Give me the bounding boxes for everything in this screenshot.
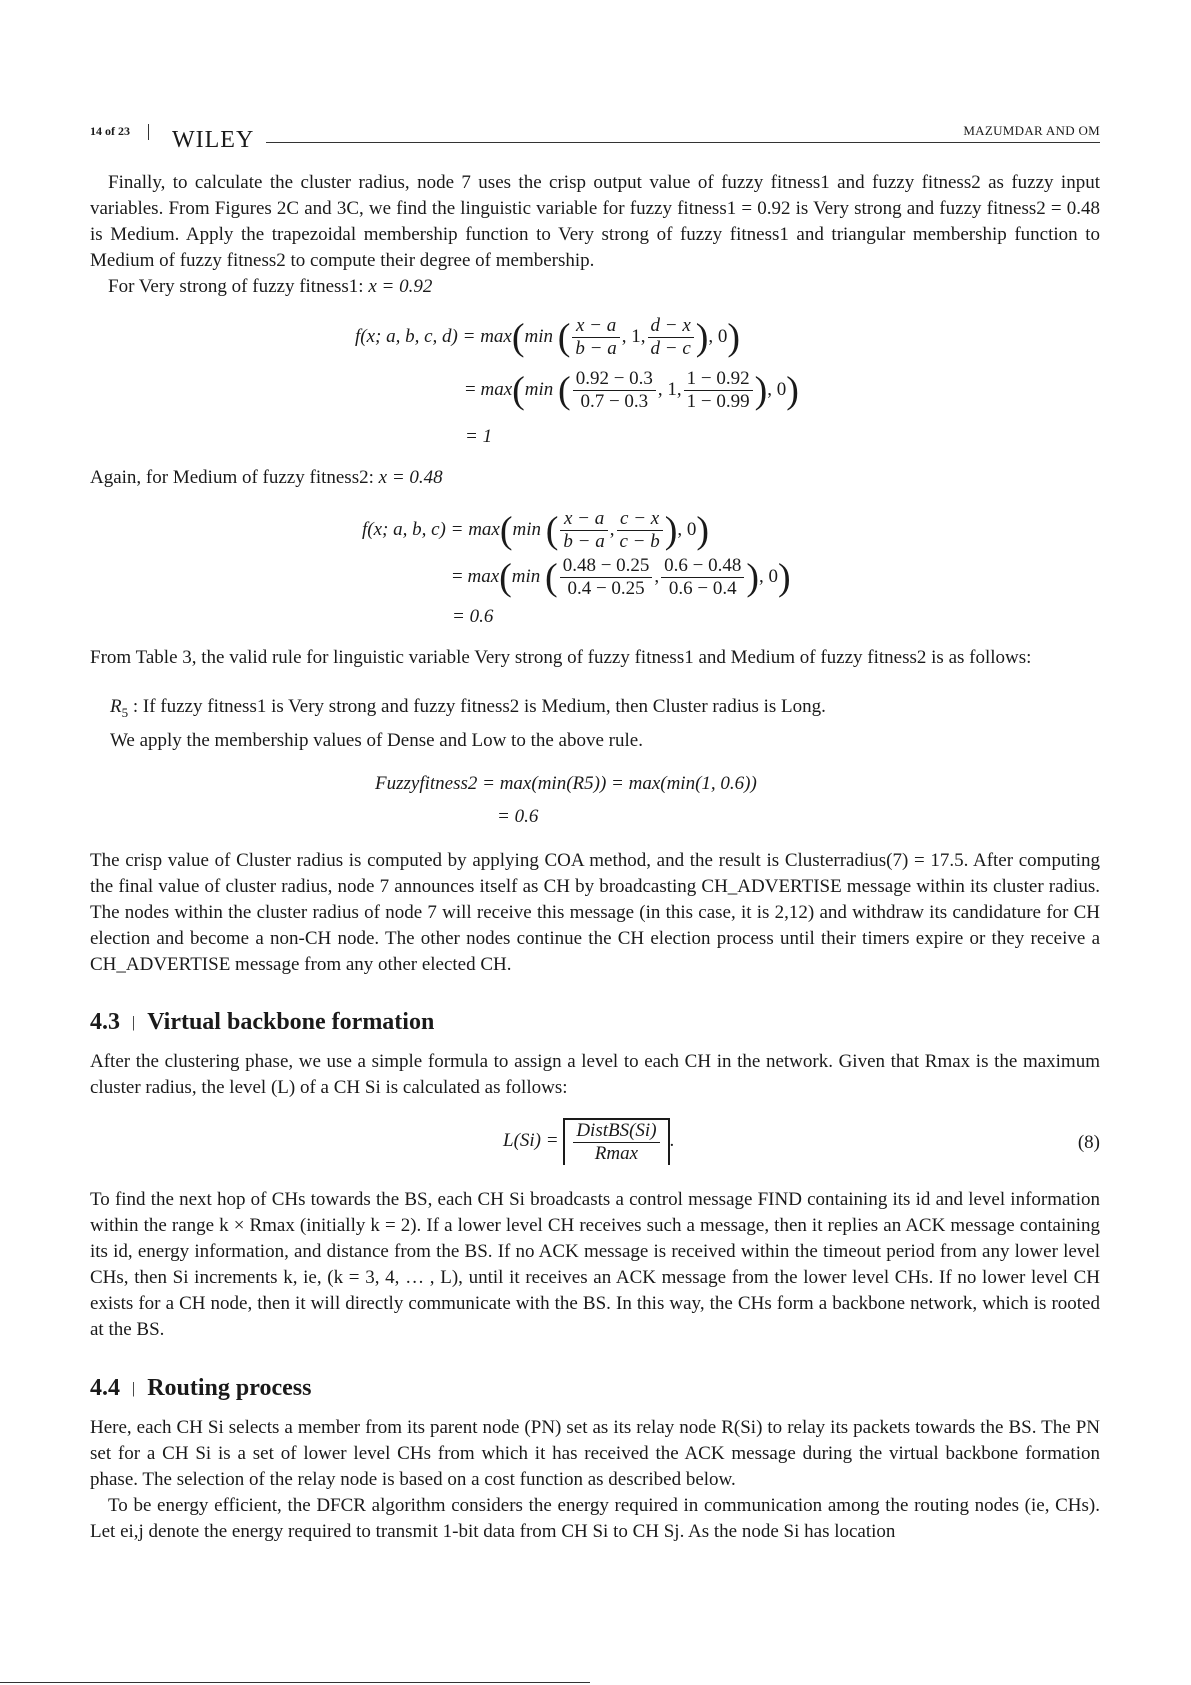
triangular-result: = 0.6	[452, 606, 494, 627]
journal-logo: WILEY	[172, 127, 255, 153]
fraction: $\frac{x - a}{b - a}$	[572, 315, 619, 360]
table3-paragraph: From Table 3, the valid rule for linguistic variable Very strong of fuzzy fitness1 and Medium of fuzzy fitness2 is as follows:	[90, 647, 1032, 668]
fraction: $\frac{c - x}{c - b}$	[617, 508, 663, 553]
paragraph-text: Finally, to calculate the cluster radius, node 7 uses the crisp output value of fuzzy fitness1 and fuzzy fitness2 as fuzzy input variables. From Figures 2C and 3C, we find the linguistic variable for fuzzy fitness1 = 0.92 is Very strong and fuzzy fitness2 = 0.48 is Medium. Apply the trapezoidal membership function to Very strong of fuzzy fitness1 and triangular membership function to Medium of fuzzy fitness2 to compute their degree of membership.	[90, 172, 1100, 271]
section-heading-4-4: 4.4 | Routing process	[90, 1375, 312, 1401]
page-header	[90, 124, 1100, 152]
triangular-equation-line2: = max(min ( $\frac{0.48 - 0.25}{0.4 - 0.25}$ , $\frac{0.6 - 0.48}{0.6 - 0.4}$ ), 0)	[452, 555, 791, 599]
fraction: $\frac{x - a}{b - a}$	[560, 508, 607, 553]
medium-intro	[90, 465, 1100, 491]
section-heading-4-3: 4.3 | Virtual backbone formation	[90, 1009, 435, 1035]
rule-r5: $R_5$ : If fuzzy fitness1 is Very strong and fuzzy fitness2 is Medium, then Cluster radius is Long.	[110, 696, 826, 720]
fraction: $\frac{d - x}{d - c}$	[648, 315, 694, 360]
footer-rule	[0, 1682, 590, 1683]
equation-lhs: f(x; a, b, c, d) =	[355, 325, 476, 347]
fuzzy-fitness2-result: = 0.6	[497, 806, 539, 827]
paragraph-cluster-radius	[90, 170, 1100, 300]
equation-lhs: f(x; a, b, c) =	[362, 518, 464, 540]
inline-equation: x = 0.92	[368, 276, 433, 297]
running-authors: MAZUMDAR AND OM	[963, 123, 1100, 138]
page-number: 14 of 23	[90, 124, 130, 138]
trapezoid-result: = 1	[465, 426, 493, 447]
min-op: min	[524, 325, 554, 347]
level-paragraph: After the clustering phase, we use a simple formula to assign a level to each CH in the network. Given that Rmax is the maximum cluster radius, the level (L) of a CH Si is calculated as follows:	[90, 1051, 1100, 1098]
equation-number: (8)	[1077, 1132, 1100, 1153]
intro-text: Again, for Medium of fuzzy fitness2:	[90, 467, 374, 488]
triangular-equation-line1: f(x; a, b, c) = max(min ( $\frac{x - a}{b - a}$ , $\frac{c - x}{c - b}$ ), 0)	[362, 508, 710, 552]
trapezoid-equation-line1: f(x; a, b, c, d) = max(min ( $\frac{x - a}{b - a}$ , 1, $\frac{d - x}{d - c}$ ), 0)	[355, 315, 741, 359]
routing-paragraph: Here, each CH Si selects a member from its parent node (PN) set as its relay node R(Si) to relay its packets towards the BS. The PN set for a CH Si is a set of lower level CHs from which it has received the ACK message during the virtual backbone formation phase. The selection of the relay node is based on a cost function as described below. To be energy efficient, the DFCR algorithm considers the energy required in communication among the routing nodes (ie, CHs). Let ei,j denote the energy required to transmit 1-bit data from CH Si to CH Sj. As the node Si has location	[90, 1417, 1100, 1542]
max-op: max	[480, 325, 512, 347]
header-divider	[148, 124, 149, 140]
ceiling-brackets: $\frac{\text{DistBS(Si)}}{Rmax}$	[563, 1118, 669, 1165]
header-rule	[266, 142, 1100, 143]
next-hop-paragraph: To find the next hop of CHs towards the BS, each CH Si broadcasts a control message FIND containing its id and level information within the range k × Rmax (initially k = 2). If a lower level CH receives such a message, then it replies an ACK message containing its id, energy information, and distance from the BS. If no ACK message is received within the timeout period from any lower level CHs, then Si increments k, ie, (k = 3, 4, … , L), until it receives an ACK message from the lower level CHs. If no lower level CH exists for a CH node, then it will directly communicate with the BS. In this way, the CHs form a backbone network, which is rooted at the BS.	[90, 1189, 1100, 1340]
very-strong-intro	[90, 274, 1100, 300]
fraction: $\frac{0.6 - 0.48}{0.6 - 0.4}$	[661, 555, 744, 600]
crisp-value-paragraph: The crisp value of Cluster radius is computed by applying COA method, and the result is Clusterradius(7) = 17.5. After computing the final value of cluster radius, node 7 announces itself as CH by broadcasting CH_ADVERTISE message within its cluster radius. The nodes within the cluster radius of node 7 will receive this message (in this case, it is 2,12) and withdraw its candidature for CH election and become a non-CH node. The other nodes continue the CH election process until their timers expire or they receive a CH_ADVERTISE message from any other elected CH.	[90, 850, 1100, 975]
membership-apply-text: We apply the membership values of Dense and Low to the above rule.	[110, 730, 643, 751]
fuzzy-fitness2-equation: Fuzzyfitness2 = max(min(R5)) = max(min(1, 0.6))	[375, 773, 757, 794]
trapezoid-equation-line2: = max(min ( $\frac{0.92 - 0.3}{0.7 - 0.3}$ , 1, $\frac{1 - 0.92}{1 - 0.99}$ ), 0)	[465, 368, 799, 412]
inline-equation: x = 0.48	[378, 467, 443, 488]
level-equation: L(Si) = $\frac{\text{DistBS(Si)}}{Rmax}$ .	[503, 1120, 675, 1164]
fraction: $\frac{0.48 - 0.25}{0.4 - 0.25}$	[560, 555, 653, 600]
intro-text: For Very strong of fuzzy fitness1:	[108, 276, 364, 297]
fraction: $\frac{0.92 - 0.3}{0.7 - 0.3}$	[573, 368, 656, 413]
fraction: $\frac{1 - 0.92}{1 - 0.99}$	[684, 368, 753, 413]
